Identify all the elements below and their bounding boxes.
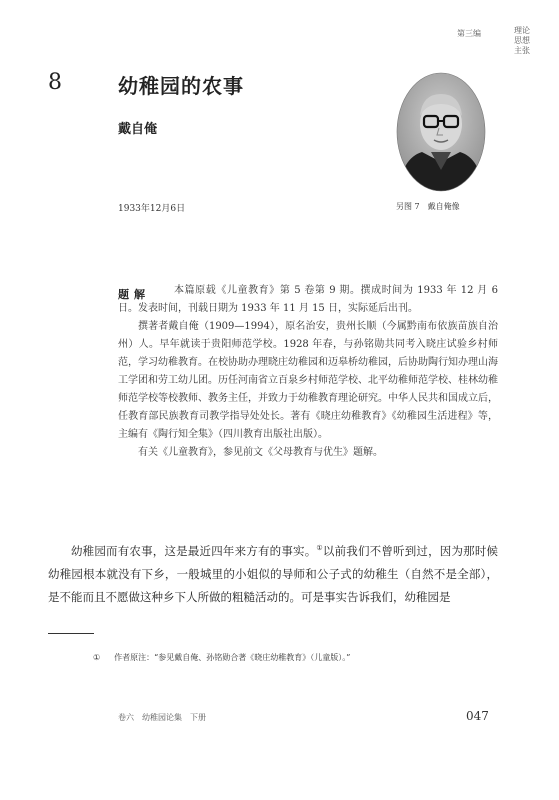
running-header-section-line: 理论 bbox=[514, 26, 530, 35]
body-text bbox=[48, 537, 498, 609]
author-name: 戴自俺 bbox=[118, 122, 158, 137]
footnote-ref[interactable]: ① bbox=[316, 544, 323, 552]
footer-volume: 卷六 bbox=[118, 713, 134, 722]
footer-book: 幼稚园论集 下册 bbox=[142, 713, 206, 722]
article-date: 1933年12月6日 bbox=[118, 204, 186, 214]
running-header-section-line: 思想 bbox=[514, 36, 530, 45]
footnote bbox=[93, 652, 350, 663]
running-header-section-line: 主张 bbox=[514, 46, 530, 55]
intro-paragraph: 撰著者戴自俺（1909—1994），原名治安，贵州长顺（今属黔南布依族苗族自治州）人。早年就读于贵阳师范学校。1928 年春，与孙铭勋共同考入晓庄试验乡村师范，学习幼稚教育。在校协助办理晓庄幼稚园和迈皋桥幼稚园，后协助陶行知办理山海工学团和劳工幼儿团。历任河南省立百泉乡村师范学校、北平幼稚师范学校、桂林幼稚师范学校等校教师、教务主任，并致力于幼稚教育理论研究。中华人民共和国成立后，任教育部民族教育司教学指导处处长。著有《晓庄幼稚教育》《幼稚园生活进程》等，主编有《陶行知全集》（四川教育出版社出版）。 bbox=[118, 321, 498, 440]
intro-block bbox=[118, 282, 498, 462]
intro-label: 题解 bbox=[118, 288, 150, 301]
chapter-number: 8 bbox=[48, 70, 62, 95]
chapter-title: 幼稚园的农事 bbox=[118, 74, 244, 98]
intro-paragraph: 有关《儿童教育》，参见前文《父母教育与优生》题解。 bbox=[138, 447, 383, 458]
intro-paragraph: 本篇原载《儿童教育》第 5 卷第 9 期。撰成时间为 1933 年 12 月 6 日。发表时间，刊载日期为 1933 年 11 月 15 日，实际延后出刊。 bbox=[118, 285, 498, 314]
footnote-text: 作者原注：“参见戴自俺、孙铭勋合著《晓庄幼稚教育》（儿童版）。” bbox=[114, 653, 351, 662]
body-text-part: 以前我们不曾听到过，因为那时候幼稚园根本就没有下乡，一般城里的小姐似的导师和公子式的幼稚生（自然不是全部），是不能而且不愿做这种乡下人所做的粗糙活动的。可是事实告诉我们，幼稚园是 bbox=[48, 543, 499, 604]
body-text-part: 幼稚园而有农事，这是最近四年来方有的事实。 bbox=[71, 543, 317, 558]
running-header-part: 第三编 bbox=[457, 29, 481, 38]
running-header-section bbox=[512, 26, 532, 56]
footnote-mark: ① bbox=[93, 653, 101, 662]
photo-caption: 另图 7 戴自俺像 bbox=[396, 202, 460, 211]
page-number: 047 bbox=[466, 709, 489, 723]
footnote-divider bbox=[48, 633, 94, 634]
author-portrait bbox=[396, 72, 486, 192]
running-footer bbox=[118, 712, 206, 723]
body-paragraph bbox=[48, 537, 498, 609]
